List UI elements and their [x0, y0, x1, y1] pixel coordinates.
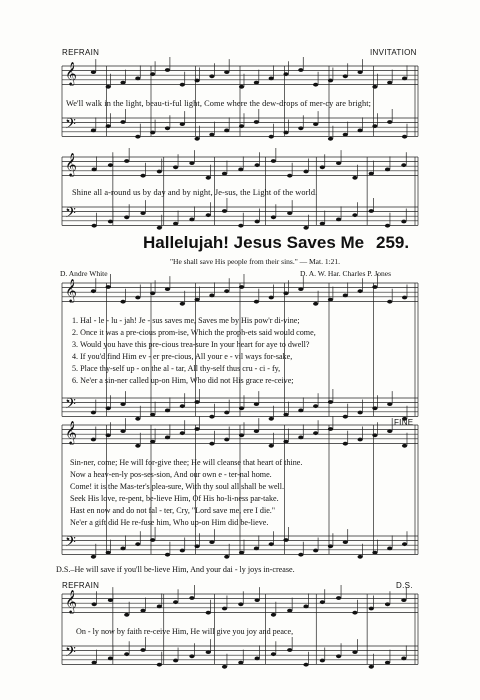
system-1-bass-note: [180, 122, 185, 126]
words-credit: D. A. W. Har. Charles P. Jones: [300, 269, 392, 278]
system-3-treble-note: [254, 300, 259, 304]
system-5-bass-note: [173, 659, 178, 663]
system-4-bass-note: [358, 555, 363, 559]
system-4-bass-note: [120, 547, 125, 551]
refrain-lyric-line: On - ly now by faith re-ceive Him, He will give you joy and peace,: [76, 627, 294, 636]
system-2-bass-note: [369, 209, 374, 213]
system-2-bass-note: [336, 218, 341, 222]
system-1-bass-note: [165, 126, 170, 130]
system-4-bass-note: [298, 553, 303, 557]
system-5-treble-note: [173, 600, 178, 604]
system-4-bass-note: [135, 542, 140, 546]
system-3-bass-note: [343, 415, 348, 419]
system-3-treble-note: [283, 291, 288, 295]
system-3-bass-note: [254, 402, 259, 406]
system-1-treble-note: [254, 81, 259, 85]
system-1-treble-note: [358, 70, 363, 74]
system-1-treble-note: [120, 81, 125, 85]
verse-3-line-b: Come! it is the Mas-ter's plea-sure, With thy soul all shall be well.: [70, 482, 285, 491]
system-3-treble-clef: 𝄞: [65, 278, 77, 302]
system-3-treble-note: [120, 300, 125, 304]
system-3-treble-note: [239, 285, 244, 289]
system-2-bass-note: [140, 211, 145, 215]
system-5-bass-note: [206, 650, 211, 654]
system-1-bass-note: [254, 120, 259, 124]
system-4-treble-note: [150, 440, 155, 444]
system-2-treble-note: [401, 163, 406, 167]
system-2-bass-note: [255, 220, 260, 224]
system-3-treble-note: [91, 289, 96, 293]
system-5-treble-note: [271, 613, 276, 617]
system-4-treble-note: [180, 431, 185, 435]
system-4-treble-note: [91, 438, 96, 442]
system-5-treble-note: [92, 602, 97, 606]
system-3-treble-note: [195, 298, 200, 302]
system-3-treble-note: [106, 285, 111, 289]
system-1-treble-note: [91, 70, 96, 74]
system-2-treble-note: [287, 174, 292, 178]
system-5-treble-clef: 𝄞: [65, 589, 77, 613]
verse-6-line-b: Ne'er a gift did He re-fuse him, Who up-on Him did be-lieve.: [70, 518, 269, 527]
system-3-treble-note: [343, 294, 348, 298]
system-1-treble-note: [269, 77, 274, 81]
hymn-title: Hallelujah! Jesus Saves Me: [143, 233, 365, 252]
system-3-bass-note: [283, 413, 288, 417]
system-3-bass-note: [358, 411, 363, 415]
system-5-treble-note: [189, 596, 194, 600]
system-2-bass-note: [401, 220, 406, 224]
system-3-treble-note: [387, 300, 392, 304]
system-4-bass-note: [195, 544, 200, 548]
system-1-treble-note: [224, 70, 229, 74]
system-4-bass-note: [328, 544, 333, 548]
system-5-bass-note: [124, 652, 129, 656]
system-3-treble-note: [150, 291, 155, 295]
system-1-bass-note: [224, 129, 229, 133]
system-5-treble-note: [336, 596, 341, 600]
system-3-treble-note: [358, 289, 363, 293]
system-4-treble-note: [313, 431, 318, 435]
system-2-bass-note: [206, 213, 211, 217]
system-5-treble-note: [320, 600, 325, 604]
system-3-bass-note: [135, 417, 140, 421]
system-4-bass-note: [313, 549, 318, 553]
system-3-treble-note: [135, 296, 140, 300]
verse-1-line-a: 1. Hal - le - lu - jah! Je - sus saves me, Saves me by His pow'r di-vine;: [72, 316, 300, 325]
system-4-bass-note: [224, 555, 229, 559]
system-2-treble-note: [255, 163, 260, 167]
system-5-bass-note: [108, 657, 113, 661]
hymn-number: 259.: [376, 233, 410, 252]
system-4-treble-note: [120, 429, 125, 433]
system-1-bass-note: [209, 133, 214, 137]
system-1-bass-note: [358, 129, 363, 133]
system-3-bass-note: [106, 406, 111, 410]
refrain-label-top: REFRAIN: [62, 48, 100, 57]
system-5-bass-note: [320, 659, 325, 663]
system-5-treble-note: [157, 605, 162, 609]
system-4-treble-note: [358, 438, 363, 442]
system-4-treble-note: [135, 444, 140, 448]
system-4-treble-note: [195, 427, 200, 431]
system-5-treble-note: [140, 609, 145, 613]
system-3-bass-note: [387, 402, 392, 406]
system-4-treble-note: [269, 444, 274, 448]
system-5-bass-note: [385, 661, 390, 665]
system-2-bass-note: [157, 226, 162, 230]
top-lyric-line-2: Shine all a-round us by day and by night, Je-sus, the Light of the world.: [72, 188, 318, 197]
system-3-treble-note: [269, 296, 274, 300]
system-2-treble-note: [108, 163, 113, 167]
system-3-bass-note: [91, 411, 96, 415]
system-3-treble-note: [328, 298, 333, 302]
system-4-bass-note: [387, 547, 392, 551]
system-2-treble-note: [369, 172, 374, 176]
system-5-bass-note: [401, 657, 406, 661]
system-4-bass-note: [106, 551, 111, 555]
system-4-treble-note: [283, 440, 288, 444]
system-5-bass-note: [92, 661, 97, 665]
verse-5-line-b: Hast en now and do not fal - ter, Cry, "Lord save me, ere I die.": [70, 506, 276, 515]
system-5-bass-note: [271, 652, 276, 656]
system-4-treble-clef: 𝄞: [65, 420, 77, 444]
system-2-treble-note: [173, 165, 178, 169]
verse-6-line-a: 6. Ne'er a sin-ner called up-on Him, Who did not His grace re-ceive;: [72, 376, 294, 385]
system-2-treble-note: [92, 168, 97, 172]
system-2-bass-note: [189, 218, 194, 222]
system-3-bass-note: [224, 411, 229, 415]
system-2-treble-note: [303, 170, 308, 174]
fine-label: FINE: [394, 418, 414, 427]
system-1-bass-note: [150, 131, 155, 135]
refrain-label-bottom: REFRAIN: [62, 581, 100, 590]
system-1-bass-note: [313, 122, 318, 126]
system-3-bass-note: [328, 400, 333, 404]
system-1-treble-note: [343, 74, 348, 78]
system-4-bass-clef: 𝄢: [65, 534, 76, 554]
music-credit: D. Andre White: [60, 269, 108, 278]
system-4-bass-note: [91, 555, 96, 559]
system-1-treble-note: [328, 79, 333, 83]
ds-refrain-line: D.S.–He will save if you'll be-lieve Him, And your dai - ly joys in-crease.: [56, 565, 295, 574]
verse-1-line-b: Sin-ner, come; He will for-give thee; He will cleanse that heart of thine.: [70, 458, 303, 467]
system-2-treble-note: [385, 168, 390, 172]
system-4-bass-note: [209, 540, 214, 544]
system-5-treble-note: [352, 611, 357, 615]
system-3-bass-note: [269, 417, 274, 421]
system-1-bass-note: [269, 135, 274, 139]
system-1-treble-note: [298, 68, 303, 72]
system-1-bass-note: [298, 126, 303, 130]
system-2-treble-note: [271, 159, 276, 163]
system-1-bass-note: [402, 135, 407, 139]
system-3-bass-note: [150, 413, 155, 417]
system-5-bass-note: [157, 663, 162, 667]
system-2-treble-note: [238, 168, 243, 172]
system-1-bass-note: [372, 124, 377, 128]
system-1-bass-note: [120, 120, 125, 124]
system-4-bass-note: [254, 547, 259, 551]
system-1-treble-note: [372, 85, 377, 89]
verse-5-line-a: 5. Place thy-self up - on the al - tar, All thy-self thus cru - ci - fy,: [72, 364, 281, 373]
system-3-bass-note: [298, 409, 303, 413]
system-3-treble-note: [180, 302, 185, 306]
system-4-bass-note: [180, 549, 185, 553]
system-1-bass-note: [195, 137, 200, 141]
ds-label: D.S.: [396, 581, 413, 590]
system-5-treble-note: [385, 602, 390, 606]
system-2-bass-note: [271, 215, 276, 219]
system-2-bass-staff: [62, 207, 418, 225]
system-2-bass-clef: 𝄢: [65, 205, 76, 225]
scripture-reference: "He shall save His people from their sins." — Mat. 1:21.: [170, 257, 341, 266]
system-1-treble-note: [387, 81, 392, 85]
system-4-treble-note: [328, 427, 333, 431]
system-4-bass-note: [239, 551, 244, 555]
system-1-treble-note: [313, 83, 318, 87]
system-5-bass-note: [287, 648, 292, 652]
top-lyric-line-1: We'll walk in the light, beau-ti-ful light, Come where the dew-drops of mer-cy are bright;: [66, 99, 372, 108]
system-4-treble-note: [165, 436, 170, 440]
system-3-bass-note: [313, 404, 318, 408]
system-3-treble-note: [209, 294, 214, 298]
system-2-treble-staff: [62, 157, 418, 175]
system-4-bass-note: [269, 542, 274, 546]
system-3-bass-clef: 𝄢: [65, 396, 76, 416]
system-3-treble-note: [224, 289, 229, 293]
system-2-treble-note: [157, 170, 162, 174]
system-1-treble-note: [106, 85, 111, 89]
system-5-treble-note: [369, 607, 374, 611]
system-1-treble-note: [165, 68, 170, 72]
system-1-bass-note: [239, 124, 244, 128]
system-3-bass-note: [239, 406, 244, 410]
system-1-treble-note: [135, 77, 140, 81]
system-3-bass-note: [195, 400, 200, 404]
system-5-bass-note: [255, 657, 260, 661]
system-2-bass-note: [92, 224, 97, 228]
system-2-treble-note: [206, 176, 211, 180]
system-5-treble-note: [238, 602, 243, 606]
system-3-treble-note: [372, 285, 377, 289]
system-2-treble-note: [222, 172, 227, 176]
system-5-bass-note: [189, 654, 194, 658]
system-3-bass-note: [120, 402, 125, 406]
system-5-bass-note: [369, 665, 374, 669]
system-4-treble-note: [372, 433, 377, 437]
section-label: INVITATION: [370, 48, 417, 57]
system-2-bass-note: [352, 213, 357, 217]
system-1-bass-note: [328, 137, 333, 141]
system-2-bass-note: [222, 209, 227, 213]
system-4-treble-note: [343, 442, 348, 446]
system-3-treble-note: [402, 296, 407, 300]
system-2-treble-note: [124, 159, 129, 163]
system-3-bass-note: [165, 409, 170, 413]
system-4-bass-note: [150, 538, 155, 542]
system-4-treble-note: [106, 433, 111, 437]
system-5-bass-clef: 𝄢: [65, 644, 76, 664]
system-1-treble-note: [209, 74, 214, 78]
system-1-treble-note: [150, 72, 155, 76]
system-3-treble-note: [298, 287, 303, 291]
system-1-bass-note: [387, 120, 392, 124]
system-2-treble-note: [140, 174, 145, 178]
system-5-treble-note: [108, 598, 113, 602]
system-5-bass-note: [238, 661, 243, 665]
system-2-bass-note: [173, 222, 178, 226]
system-3-bass-note: [372, 406, 377, 410]
system-1-bass-note: [283, 131, 288, 135]
verse-3-line-a: 3. Would you have this pre-cious trea-sure In your heart for aye to dwell?: [72, 340, 310, 349]
system-4-treble-note: [402, 444, 407, 448]
verse-2-line-b: Now a heav-en-ly pos-ses-sion, And our own e - ter-nal home.: [70, 470, 272, 479]
verse-2-line-a: 2. Once it was a pre-cious prom-ise, Which the proph-ets said would come,: [72, 328, 316, 337]
system-1-bass-clef: 𝄢: [65, 116, 76, 136]
system-2-bass-note: [124, 215, 129, 219]
system-2-treble-note: [320, 165, 325, 169]
system-5-bass-note: [336, 654, 341, 658]
system-1-bass-note: [106, 124, 111, 128]
system-1-treble-note: [180, 83, 185, 87]
system-5-treble-note: [287, 609, 292, 613]
system-4-treble-note: [224, 438, 229, 442]
system-4-treble-note: [387, 429, 392, 433]
system-5-bass-note: [352, 650, 357, 654]
system-5-treble-note: [401, 598, 406, 602]
system-1-treble-note: [402, 77, 407, 81]
system-3-bass-note: [180, 404, 185, 408]
system-2-treble-note: [189, 161, 194, 165]
system-5-treble-note: [255, 598, 260, 602]
system-2-treble-note: [352, 176, 357, 180]
system-4-treble-note: [239, 433, 244, 437]
system-4-bass-note: [372, 551, 377, 555]
system-2-treble-clef: 𝄞: [65, 152, 77, 176]
system-1-treble-note: [239, 85, 244, 89]
system-2-bass-note: [238, 224, 243, 228]
verse-4-line-b: Seek His love, re-pent, be-lieve Him, Of His ho-li-ness par-take.: [70, 494, 279, 503]
system-4-bass-note: [165, 553, 170, 557]
system-4-bass-note: [343, 540, 348, 544]
system-5-bass-note: [140, 648, 145, 652]
system-5-bass-note: [222, 665, 227, 669]
system-3-treble-note: [165, 287, 170, 291]
system-3-bass-note: [209, 415, 214, 419]
system-2-bass-note: [320, 222, 325, 226]
system-4-treble-note: [298, 436, 303, 440]
system-5-treble-note: [222, 607, 227, 611]
system-2-bass-note: [287, 211, 292, 215]
system-1-bass-note: [343, 133, 348, 137]
system-1-treble-note: [283, 72, 288, 76]
system-4-bass-note: [402, 542, 407, 546]
system-2-bass-note: [385, 224, 390, 228]
system-5-bass-note: [303, 663, 308, 667]
system-2-treble-note: [336, 161, 341, 165]
system-1-treble-clef: 𝄞: [65, 61, 77, 85]
system-4-treble-note: [209, 442, 214, 446]
system-4-treble-note: [254, 429, 259, 433]
verse-4-line-a: 4. If you'd find Him ev - er pre-cious, All your e - vil ways for-sake,: [72, 352, 293, 361]
system-2-bass-note: [303, 226, 308, 230]
system-1-treble-note: [195, 79, 200, 83]
system-4-bass-note: [283, 538, 288, 542]
system-1-bass-note: [91, 129, 96, 133]
system-2-bass-note: [108, 220, 113, 224]
system-3-treble-note: [313, 302, 318, 306]
system-1-bass-note: [135, 135, 140, 139]
system-5-treble-note: [124, 613, 129, 617]
system-5-treble-note: [206, 611, 211, 615]
system-5-treble-note: [303, 605, 308, 609]
